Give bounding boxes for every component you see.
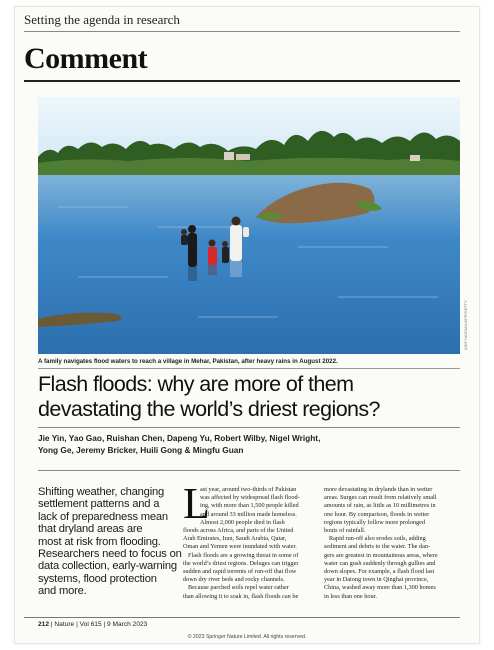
body-line: and around 33 million made homeless. [200, 510, 297, 518]
issue-date: 9 March 2023 [107, 621, 148, 628]
journal-name: Nature [54, 621, 75, 628]
standfirst [38, 486, 182, 598]
body-line: gers are greatest in mountainous areas, where [324, 551, 438, 559]
photo-credit: ASIF HASSAN/AFP/GETTY [463, 300, 468, 350]
body-line: Arab Emirates, Iran, Saudi Arabia, Qatar, [183, 535, 287, 543]
body-line: floods across Africa, and parts of the United [183, 527, 294, 535]
copyright-notice: © 2023 Springer Nature Limited. All rights reserved. [187, 634, 307, 640]
article-headline [38, 372, 460, 422]
authors-line-2: Yong Ge, Jeremy Bricker, Huili Gong & Mingfu Guan [38, 445, 244, 455]
body-line: Rapid run-off also erodes soils, adding [329, 535, 426, 543]
body-line: China, washed away more than 1,300 homes [324, 584, 436, 592]
headline-rule [38, 427, 460, 428]
body-line: sudden and rapid torrents of run-off that flow [183, 568, 297, 576]
standfirst-line: systems, flood protection [38, 572, 157, 585]
headline-line-2: devastating the world’s driest regions? [38, 397, 380, 421]
page-number: 212 [38, 621, 50, 628]
folio-separator: | [50, 621, 53, 628]
body-line: than allowing it to soak in, flash floods can be [183, 592, 299, 600]
body-line: areas. Surges can result from relatively small [324, 494, 437, 502]
drop-cap: L [183, 479, 210, 528]
section-label: Setting the agenda in research [24, 12, 460, 32]
body-column-1 [183, 479, 317, 601]
body-line: in less than one hour. [324, 592, 377, 600]
standfirst-line: data collection, early-warning [38, 560, 177, 573]
standfirst-line: settlement patterns and a [38, 498, 160, 511]
standfirst-line: and more. [38, 585, 87, 598]
author-list [38, 432, 460, 456]
body-line: bouts of rainfall. [324, 527, 366, 535]
body-column-2 [324, 486, 458, 601]
caption-rule [38, 368, 460, 369]
body-line: Because parched soils repel water rather [188, 584, 289, 592]
body-line: ing, with more than 1,500 people killed [200, 502, 299, 510]
body-line: amounts of rain, as little as 10 millimetres in [324, 502, 436, 510]
footer-rule [24, 617, 460, 618]
volume: Vol 615 [79, 621, 102, 628]
body-line: water can gush suddenly through gullies and [324, 559, 436, 567]
standfirst-line: Shifting weather, changing [38, 486, 165, 498]
flood-photo-illustration [38, 97, 460, 354]
body-line: Oman and Yemen were inundated with water. [183, 543, 297, 551]
folio-separator: | [103, 621, 106, 628]
standfirst-line: Researchers need to focus on [38, 548, 182, 561]
headline-line-1: Flash floods: why are more of them [38, 372, 354, 396]
body-line: year in Datong town in Qinghai province, [324, 576, 429, 584]
body-line: Almost 2,000 people died in flash [200, 518, 285, 526]
flood-photo [38, 97, 460, 354]
authors-rule [38, 470, 460, 471]
body-line: the world’s driest regions. Deluges can trigger [183, 559, 299, 567]
authors-line-1: Jie Yin, Yao Gao, Ruishan Chen, Dapeng Yu, Robert Wilby, Nigel Wright, [38, 433, 321, 443]
body-line: was affected by widespread flash flood- [200, 494, 300, 502]
body-line: ast year, around two-thirds of Pakistan [200, 486, 297, 493]
photo-caption: A family navigates flood waters to reach a village in Mehar, Pakistan, after heavy rains in August 2022. [38, 358, 338, 365]
page-folio [38, 621, 147, 628]
body-line: Flash floods are a growing threat in some of [188, 551, 299, 559]
body-line: sediment and debris to the water. The dan- [324, 543, 431, 551]
standfirst-line: that dryland areas are [38, 523, 143, 536]
body-line: regions typically follow more prolonged [324, 518, 426, 526]
section-title: Comment [24, 42, 148, 75]
body-line: one hour. By comparison, floods in wetter [324, 510, 430, 518]
folio-separator: | [76, 621, 78, 628]
title-rule [24, 80, 460, 82]
standfirst-line: most at risk from flooding. [38, 535, 161, 548]
body-line: more devastating in drylands than in wetter [324, 486, 433, 493]
body-line: down dry river beds and rocky channels. [183, 576, 285, 584]
body-line: down slopes. For example, a flash flood last [324, 568, 435, 576]
standfirst-line: lack of preparedness mean [38, 510, 168, 523]
